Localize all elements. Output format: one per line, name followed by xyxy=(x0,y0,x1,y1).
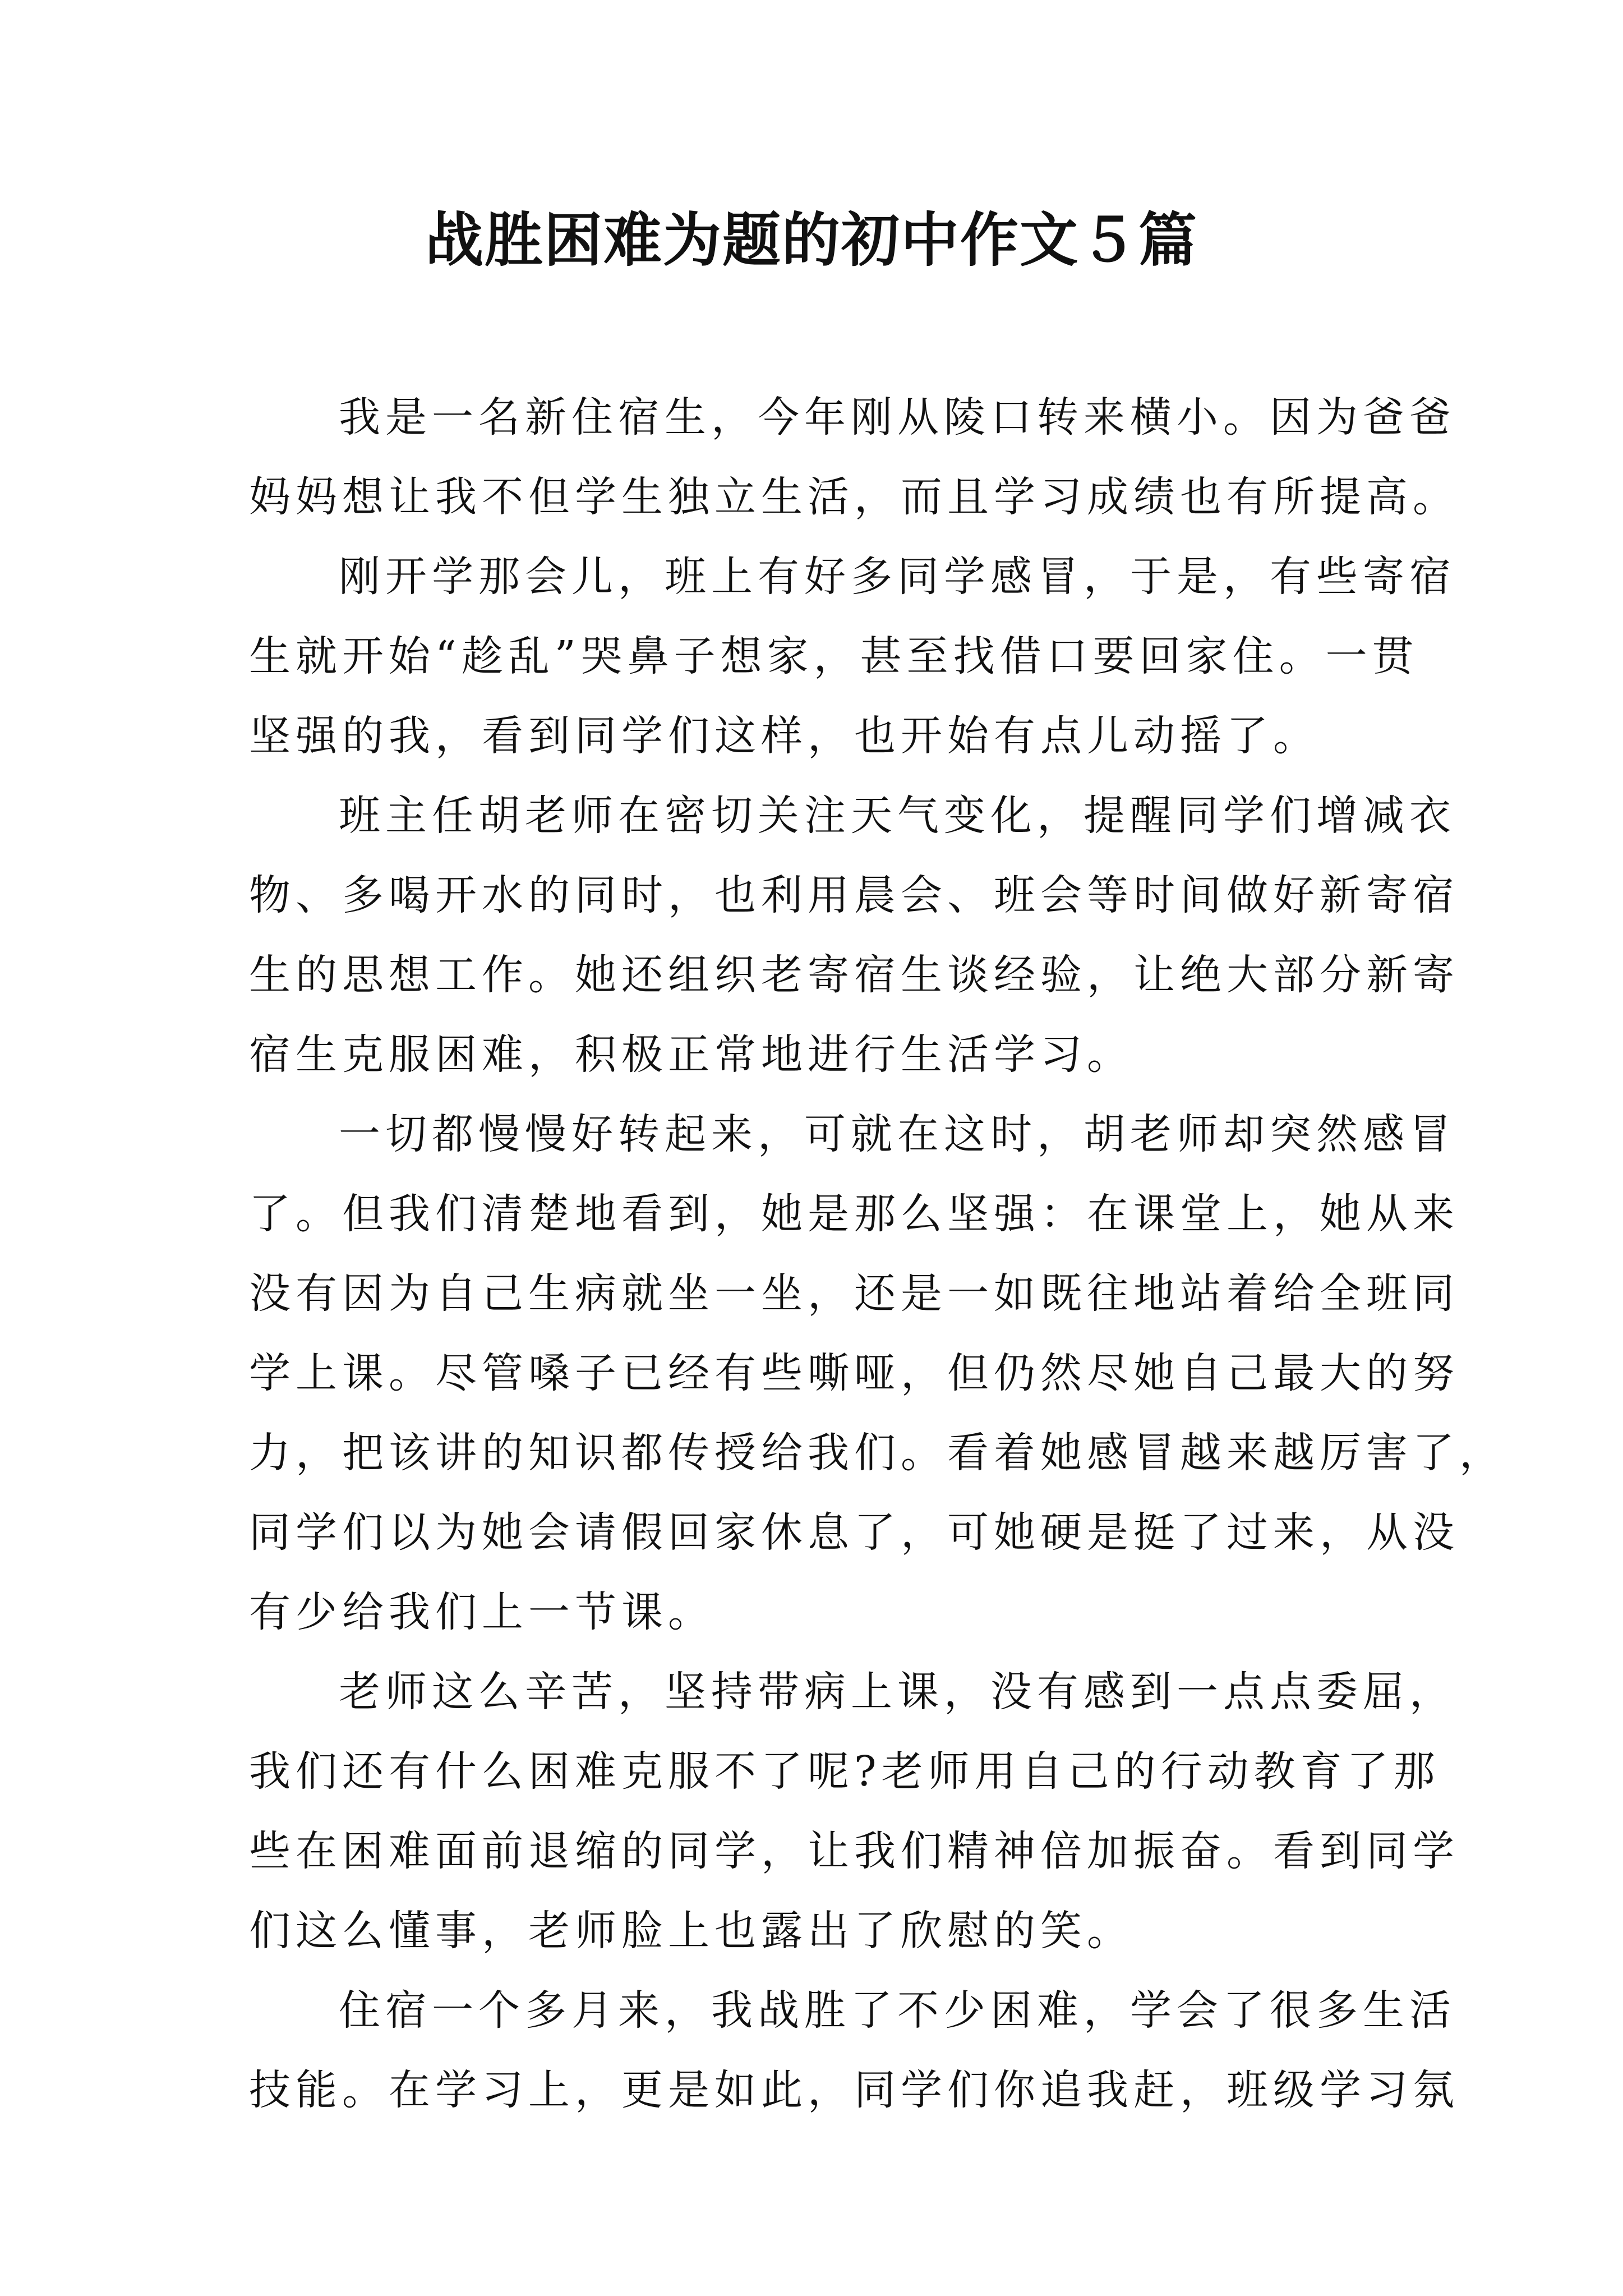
text-line: 力，把该讲的知识都传授给我们。看着她感冒越来越厉害了， xyxy=(249,1429,1506,1477)
text-line: 妈妈想让我不但学生独立生活，而且学习成绩也有所提高。 xyxy=(249,473,1459,521)
text-line: 没有因为自己生病就坐一坐，还是一如既往地站着给全班同 xyxy=(249,1269,1459,1318)
paragraph-2 xyxy=(249,537,1456,776)
paragraph-1 xyxy=(249,378,1459,537)
text-line: 坚强的我，看到同学们这样，也开始有点儿动摇了。 xyxy=(249,712,1320,760)
paragraph-6 xyxy=(249,1971,1459,2130)
text-line: 刚开学那会儿，班上有好多同学感冒，于是，有些寄宿 xyxy=(339,553,1456,601)
text-line: 我是一名新住宿生，今年刚从陵口转来横小。因为爸爸 xyxy=(339,393,1456,441)
text-line: 我们还有什么困难克服不了呢?老师用自己的行动教育了那 xyxy=(249,1747,1440,1796)
text-line: 学上课。尽管嗓子已经有些嘶哑，但仍然尽她自己最大的努 xyxy=(249,1349,1459,1397)
text-line: 班主任胡老师在密切关注天气变化，提醒同学们增减衣 xyxy=(339,792,1456,840)
document-body xyxy=(249,378,1506,2130)
text-line: 物、多喝开水的同时，也利用晨会、班会等时间做好新寄宿 xyxy=(249,871,1459,919)
text-line: 宿生克服困难，积极正常地进行生活学习。 xyxy=(249,1030,1133,1079)
text-line: 一切都慢慢好转起来，可就在这时，胡老师却突然感冒 xyxy=(339,1110,1456,1158)
text-line: 生的思想工作。她还组织老寄宿生谈经验，让绝大部分新寄 xyxy=(249,951,1459,999)
text-line: 老师这么辛苦，坚持带病上课，没有感到一点点委屈， xyxy=(339,1668,1456,1716)
paragraph-3 xyxy=(249,776,1459,1094)
text-line: 些在困难面前退缩的同学，让我们精神倍加振奋。看到同学 xyxy=(249,1827,1459,1875)
text-line: 同学们以为她会请假回家休息了，可她硬是挺了过来，从没 xyxy=(249,1508,1459,1557)
text-line: 住宿一个多月来，我战胜了不少困难，学会了很多生活 xyxy=(339,1986,1456,2035)
text-line: 生就开始“趁乱”哭鼻子想家，甚至找借口要回家住。一贯 xyxy=(249,632,1419,680)
text-line: 们这么懂事，老师脸上也露出了欣慰的笑。 xyxy=(249,1907,1133,1955)
text-line: 了。但我们清楚地看到，她是那么坚强：在课堂上，她从来 xyxy=(249,1190,1459,1238)
paragraph-4 xyxy=(249,1094,1506,1652)
paragraph-5 xyxy=(249,1652,1459,1971)
document-title: 战胜困难为题的初中作文５篇 xyxy=(425,205,1198,274)
text-line: 技能。在学习上，更是如此，同学们你追我赶，班级学习氛 xyxy=(249,2066,1459,2114)
text-line: 有少给我们上一节课。 xyxy=(249,1588,714,1636)
